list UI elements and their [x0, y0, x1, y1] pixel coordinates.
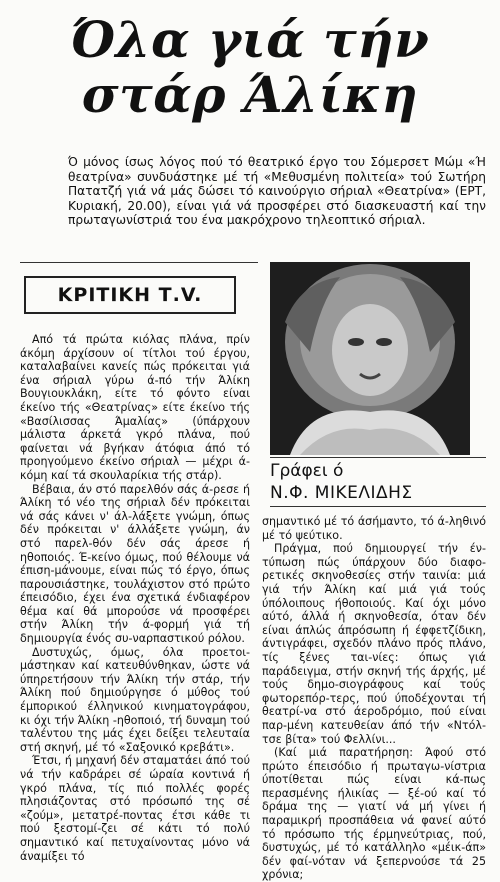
section-label-box [24, 276, 236, 314]
actress-photo [270, 262, 470, 455]
byline [270, 460, 485, 504]
left-paragraph-1: Από τά πρώτα κιόλας πλάνα, πρίν άκόμη άρχίσουν οί τίτλοι τού έργου, καταλαβαίνει κανείς πώς πρόκειται γιά ένα σήριαλ γύρω ά-πό τήν Άλίκη Βουγιουκλάκη, είτε τό φόντο είναι έκείνο τής «Θεατρίνας» είτε έκείνο τής «Βασίλισσας Άμαλίας» (ύπάρχουν μάλιστα άρκετά γκρό πλάνα, πού φαίνεται νά βγήκαν άτόφια άπό τό προηγούμενο έκείνο σήριαλ — μέχρι ά-κόμη καί τά σκουλαρίκια τής στάρ). [20, 333, 250, 482]
left-paragraph-4: Έτσι, ή μηχανή δέν σταματάει άπό τού νά τήν καδράρει σέ ώραία κοντινά ή γκρό πλάνα, τίς πιό πολλές φορές πλησιάζοντας στό πρόσωπό της σέ «ζούμ», μετατρέ-ποντας έτσι κάθε τι πού ξεστομί-ζει σέ κάτι τό πολύ σημαντικό καί πετυχαίνοντας μόνο νά άναμίξει τό [20, 754, 250, 863]
title-line-1: Όλα γιά τήν [70, 10, 430, 69]
section-label: ΚΡΙΤΙΚΗ Τ.V. [57, 284, 203, 306]
right-paragraph-1: σημαντικό μέ τό άσήμαντο, τό ά-ληθινό μέ τό ψεύτικο. [262, 515, 486, 542]
left-paragraph-2: Βέβαια, άν στό παρελθόν σάς ά-ρεσε ή Άλίκη τό νέο της σήριαλ δέν πρόκειται νά σάς κάνει ν' άλ-λάξετε γνώμη, όπως δέν πρόκειται ν' άλλάξετε γνώμη, άν στό παρελ-θόν δέν σάς άρεσε ή ηθοποιός. Έ-κείνο όμως, πού θέλουμε νά έπιση-μάνουμε, είναι πώς τό έργο, όπως παρουσιάστηκε, τουλάχιστον στό πρώτο έπεισόδιο, έχει ένα σχετικά ένδιαφέρον θέμα καί θά μπορούσε νά προσφέρει στήν Άλίκη τήν ά-φορμή γιά τή δημιουργία ένός συ-ναρπαστικού ρόλου. [20, 482, 250, 646]
right-paragraph-2: Πράγμα, πού δημιουργεί τήν έν-τύπωση πώς ύπάρχουν δύο διαφο-ρετικές σκηνοθεσίες στήν ταινία: μιά γιά τήν Άλίκη καί μιά γιά τούς ύπόλοιπους ήθοποιούς. Καί όχι μόνο αύτό, άλλά ή σκηνοθεσία, όταν δέν είναι άπλώς άπρόσωπη ή έφφετζίδικη, άντιγράφει, σχεδόν πλάνο πρός πλάνο, τίς ξένες ται-νίες: όπως γιά παράδειγμα, στήν σκηνή τής άρχής, μέ τούς δημο-σιογράφους καί τούς φωτορεπόρ-τερς, πού ύποδέχονται τή θεατρί-να στό άεροδρόμιο, πού είναι παρ-μένη κατευθείαν άπό τήν «Ντόλ-τσε βίτα» τού Φελλίνι... [262, 542, 486, 746]
right-column [262, 515, 486, 882]
byline-intro: Γράφει ό [270, 461, 344, 481]
left-column [20, 333, 250, 863]
title-line-2: στάρ Άλίκη [81, 65, 419, 124]
article-title [0, 12, 500, 122]
lead-divider [20, 262, 258, 263]
byline-divider [270, 457, 486, 458]
byline-bottom-divider [270, 506, 486, 507]
byline-author: Ν.Φ. ΜΙΚΕΛΙΔΗΣ [270, 483, 413, 503]
lead-paragraph: Ό μόνος ίσως λόγος πού τό θεατρικό έργο του Σόμερσετ Μώμ «Ή θεατρίνα» συνδυάστηκε μέ τή «Μεθυσμένη πολιτεία» τού Σωτήρη Πατατζή γιά νά μάς δώσει τό καινούργιο σήριαλ «Θεατρίνα» (ΕΡΤ, Κυριακή, 20.00), είναι γιά νά προσφέρει στό διασκευαστή καί την πρωταγωνίστριά του ένα μακρόχρονο τηλεοπτικό σήριαλ. [68, 155, 486, 228]
right-paragraph-3: (Καί μιά παρατήρηση: Άφού στό πρώτο έπεισόδιο ή πρωταγω-νίστρια ύποτίθεται πώς είναι κά-πως περασμένης ήλικίας — ξέ-ού καί τό δράμα της — γιατί νά μή γίνει ή παραμικρή προσπάθεια νά φανεί αύτό τό πρόσωπο τής έρμηνεύτριας, πού, δυστυχώς, μέ τό κατάλληλο «μέικ-άπ» δέν φαί-νόταν νά ξεπερνούσε τά 25 χρόνια; [262, 746, 486, 882]
left-paragraph-3: Δυστυχώς, όμως, όλα προετοι-μάστηκαν καί κατευθύνθηκαν, ώστε νά ύπηρετήσουν τήν Άλίκη τήν στάρ, τήν Άλίκη πού δημιούργησε ό μύθος τού έμπορικού έλληνικού κινηματογράφου, κι όχι τήν Άλίκη -ηθοποιό, τή δυναμη τού ταλέντου της μάς έχει δείξει τελευταία στή σκηνή, μέ τό «Σαξονικό κρεβάτι». [20, 645, 250, 754]
photo-illustration [270, 262, 470, 455]
